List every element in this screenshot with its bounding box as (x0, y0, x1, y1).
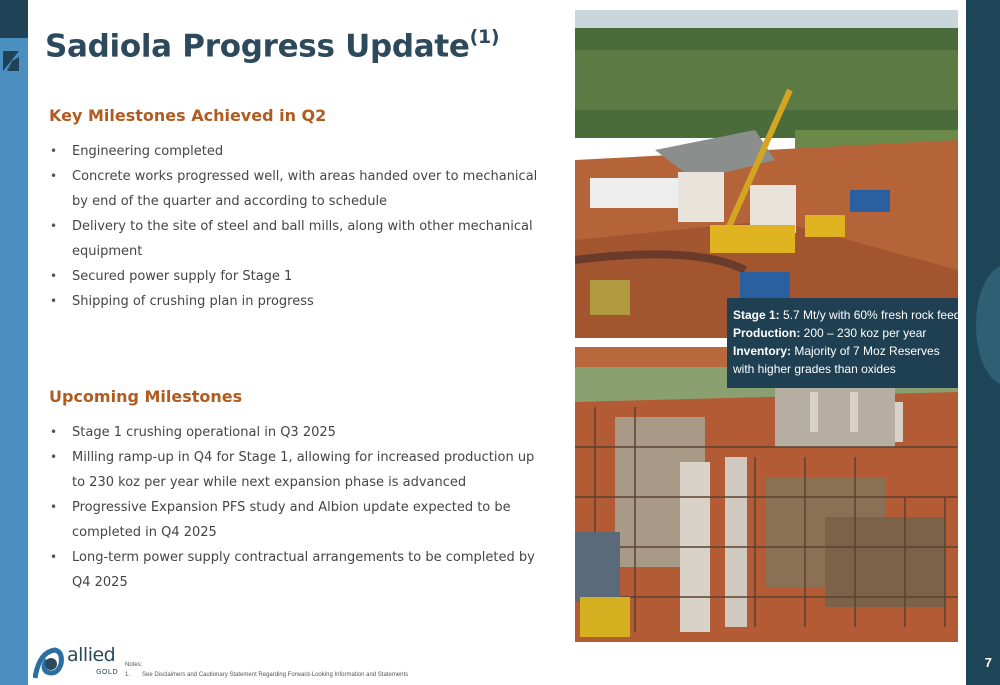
upcoming-milestones-list (50, 420, 550, 595)
right-accent-arc (976, 265, 1000, 385)
footnote-number: 1. (125, 672, 131, 678)
list-item: • Stage 1 crushing operational in Q3 2025 (50, 420, 550, 445)
stage-1-value: 5.7 Mt/y with 60% fresh rock feed (779, 308, 961, 322)
stage-1-info-panel (727, 298, 961, 388)
upcoming-milestones-heading: Upcoming Milestones (49, 387, 243, 406)
notes-label: Notes: (125, 662, 143, 668)
inventory-label: Inventory: (733, 344, 792, 358)
left-accent-bar-top (0, 0, 28, 38)
stage-1-line (733, 306, 961, 324)
footnote (125, 672, 420, 678)
list-item: • Progressive Expansion PFS study and Albion update expected to be completed in Q4 2025 (50, 495, 550, 545)
title-footnote-ref: (1) (469, 26, 500, 48)
list-item: • Delivery to the site of steel and ball mills, along with other mechanical equipment (50, 214, 550, 264)
production-line (733, 324, 958, 342)
page-title (45, 28, 499, 64)
inventory-value: Majority of 7 Moz Reserves (791, 344, 940, 358)
brand-mark-icon (3, 51, 19, 71)
list-item: • Concrete works progressed well, with areas handed over to mechanical by end of the quarter and according to schedule (50, 164, 550, 214)
production-label: Production: (733, 326, 801, 340)
logo-subtitle: GOLD (96, 668, 119, 676)
list-item: • Engineering completed (50, 139, 550, 164)
list-item: • Secured power supply for Stage 1 (50, 264, 550, 289)
q2-milestones-list (50, 139, 550, 314)
page-number: 7 (984, 655, 992, 670)
site-photo-construction (575, 347, 958, 642)
list-item: • Long-term power supply contractual arrangements to be completed by Q4 2025 (50, 545, 550, 595)
stage-1-label: Stage 1: (733, 308, 780, 322)
list-item: • Milling ramp-up in Q4 for Stage 1, allowing for increased production up to 230 koz per year while next expansion phase is advanced (50, 445, 550, 495)
page-title-text: Sadiola Progress Update (45, 28, 470, 65)
right-accent-bar (966, 0, 1000, 685)
inventory-line-2: with higher grades than oxides (733, 362, 896, 376)
left-accent-bar (0, 0, 28, 685)
list-item: • Shipping of crushing plan in progress (50, 289, 550, 314)
inventory-line (733, 342, 958, 360)
q2-milestones-heading: Key Milestones Achieved in Q2 (49, 106, 327, 125)
production-value: 200 – 230 koz per year (800, 326, 927, 340)
site-photo-overview (575, 10, 958, 338)
footnote-text: See Disclaimers and Cautionary Statement Regarding Forward-Looking Information and Statements (142, 672, 409, 678)
logo-wordmark: allied (67, 644, 116, 666)
